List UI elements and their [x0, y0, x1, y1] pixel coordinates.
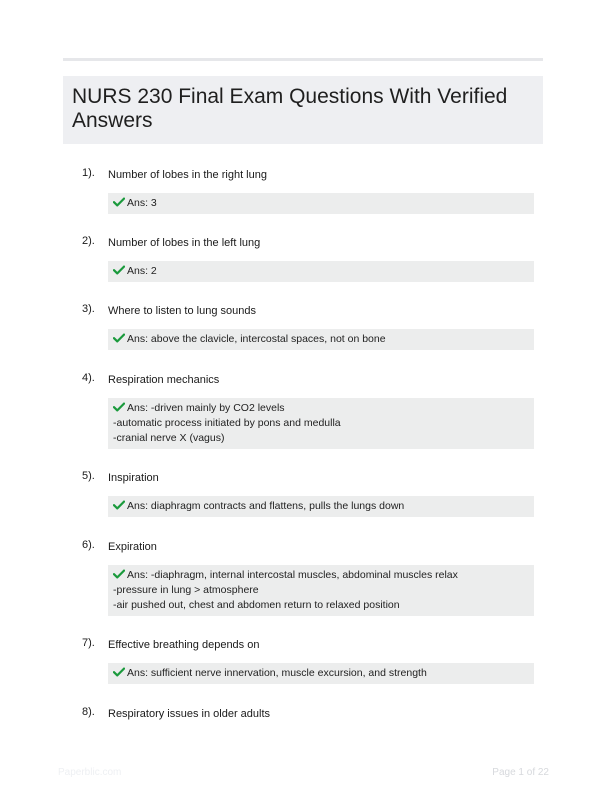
- title-line-2: Answers: [72, 109, 153, 132]
- question-number: 7).: [82, 637, 95, 649]
- check-icon: [113, 569, 125, 579]
- check-icon: [113, 197, 125, 207]
- question-text: Number of lobes in the left lung: [108, 237, 261, 249]
- answer-line: -cranial nerve X (vagus): [113, 432, 225, 444]
- answer-line: Ans: -diaphragm, internal intercostal muscles, abdominal muscles relax: [127, 569, 458, 581]
- question-text: Respiratory issues in older adults: [108, 708, 271, 720]
- answer-line: Ans: -driven mainly by CO2 levels: [127, 402, 285, 414]
- question-item: [80, 303, 536, 345]
- answer-line: Ans: above the clavicle, intercostal spaces, not on bone: [127, 333, 386, 345]
- question-text: Expiration: [108, 541, 157, 553]
- question-text: Respiration mechanics: [108, 374, 220, 386]
- question-text: Inspiration: [108, 472, 159, 484]
- check-icon: [113, 402, 125, 412]
- page-indicator: Page 1 of 22: [492, 767, 549, 778]
- question-item: [80, 539, 536, 611]
- question-item: [80, 235, 536, 277]
- answer-box: [108, 329, 534, 350]
- question-item: [80, 372, 536, 444]
- answer-line: Ans: sufficient nerve innervation, muscle excursion, and strength: [127, 667, 427, 679]
- title-line-1: NURS 230 Final Exam Questions With Verified: [72, 85, 508, 108]
- question-text: Number of lobes in the right lung: [108, 169, 267, 181]
- answer-line: Ans: diaphragm contracts and flattens, pulls the lungs down: [127, 500, 405, 512]
- answer-line: -automatic process initiated by pons and medulla: [113, 417, 341, 429]
- answer-box: [108, 193, 534, 214]
- footer-site-watermark: Paperblic.com: [58, 767, 122, 778]
- question-number: 1).: [82, 167, 95, 179]
- question-text: Effective breathing depends on: [108, 639, 260, 651]
- answer-box: [108, 261, 534, 282]
- question-number: 5).: [82, 470, 95, 482]
- document-title: [72, 85, 535, 133]
- question-text: Where to listen to lung sounds: [108, 305, 256, 317]
- check-icon: [113, 500, 125, 510]
- check-icon: [113, 667, 125, 677]
- check-icon: [113, 333, 125, 343]
- answer-line: -air pushed out, chest and abdomen return to relaxed position: [113, 599, 400, 611]
- question-number: 4).: [82, 372, 95, 384]
- answer-box: [108, 398, 534, 449]
- question-item: [80, 167, 536, 209]
- question-item: [80, 637, 536, 679]
- question-item: [80, 706, 536, 722]
- question-number: 8).: [82, 706, 95, 718]
- check-icon: [113, 265, 125, 275]
- answer-line: -pressure in lung > atmosphere: [113, 584, 259, 596]
- top-divider: [63, 58, 543, 61]
- answer-line: Ans: 3: [127, 197, 157, 209]
- answer-box: [108, 565, 534, 616]
- question-item: [80, 470, 536, 512]
- question-number: 2).: [82, 235, 95, 247]
- answer-line: Ans: 2: [127, 265, 157, 277]
- title-banner: [63, 76, 543, 144]
- question-number: 6).: [82, 539, 95, 551]
- question-number: 3).: [82, 303, 95, 315]
- answer-box: [108, 663, 534, 684]
- answer-box: [108, 496, 534, 517]
